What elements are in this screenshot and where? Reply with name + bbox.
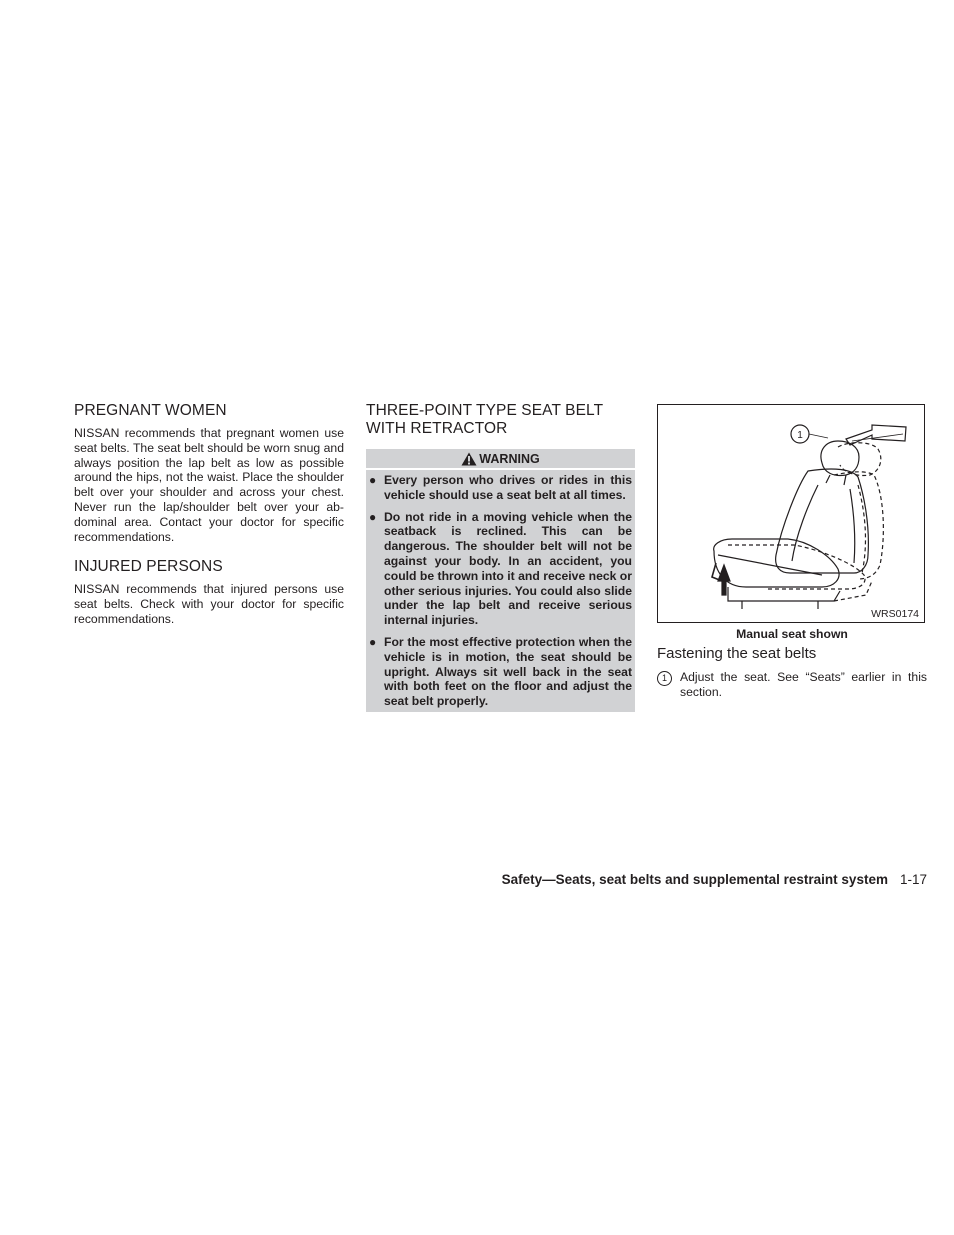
warning-box [366,449,635,712]
warning-triangle-icon [461,452,477,466]
right-column [657,402,927,700]
step-number-badge: 1 [657,671,672,686]
page-number: 1-17 [899,872,927,887]
three-point-belt-heading: THREE-POINT TYPE SEAT BELT WITH RETRACTOR [366,402,603,437]
injured-persons-heading: INJURED PERSONS [74,558,223,576]
step-text: Adjust the seat. See “Seats” earlier in this section. [680,670,927,699]
pregnant-women-heading: PREGNANT WOMEN [74,402,227,419]
arrow-icon [846,425,906,445]
pregnant-women-text: NISSAN recommends that pregnant women use seat belts. The seat belt should be worn snug and always position the lap belt as low as possible around the hips, not the waist. Place the shoulder belt over your shoulder and across your chest. Never run the lap/shoulder belt over your ab-dominal area. Contact your doctor for specific recommendations. [74,426,344,544]
bullet-icon: ● [369,473,377,487]
warning-item: ● Every person who drives or rides in this vehicle should use a seat belt at all times. [369,473,632,502]
fastening-subheading: Fastening the seat belts [657,645,817,662]
bullet-icon: ● [369,634,377,649]
warning-header [366,451,635,470]
warning-item: ● Do not ride in a moving vehicle when the seatback is reclined. This can be dangerous. The shoulder belt will not be against your body. In an accident, you could be thrown into it and receive neck or other serious injuries. You could also slide under the lap belt and receive serious internal injuries. [369,509,632,628]
step-item [657,670,927,700]
callout-number: 1 [797,430,803,441]
warning-list [369,473,632,709]
figure-code: WRS0174 [871,608,919,620]
bullet-icon: ● [369,509,377,524]
left-column [74,402,344,627]
warning-title: WARNING [479,452,540,466]
seat-illustration [657,404,925,623]
page-footer [502,872,927,887]
middle-column [366,402,635,712]
warning-item: ● For the most effective protection when the vehicle is in motion, the seat should be upright. Always sit well back in the seat with both feet on the floor and adjust the seat belt properly. [369,634,632,709]
injured-persons-text: NISSAN recommends that injured persons use seat belts. Check with your doctor for specific recommendations. [74,582,344,626]
footer-section-title: Safety—Seats, seat belts and supplemental restraint system [501,872,888,887]
figure-caption: Manual seat shown [736,627,848,641]
seat-drawing [658,405,926,624]
